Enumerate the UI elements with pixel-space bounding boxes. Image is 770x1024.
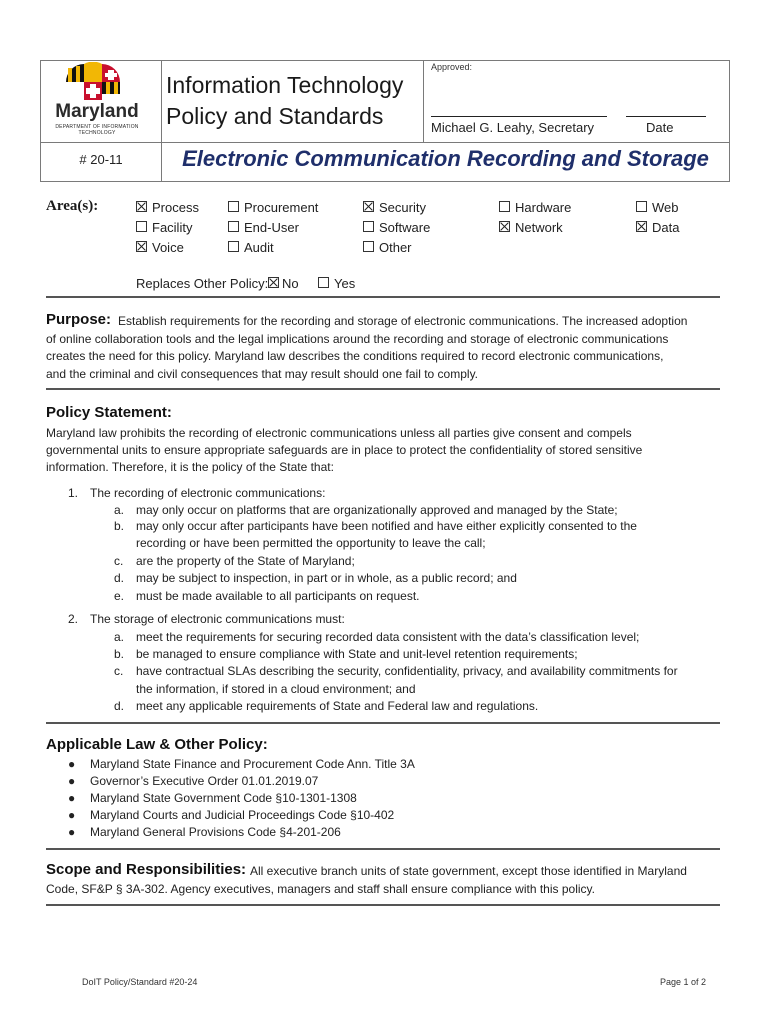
- section-divider: [46, 388, 720, 390]
- area-checkbox-data[interactable]: [636, 220, 679, 235]
- sub-list-marker: c.: [114, 554, 124, 568]
- policy-intro-line: Maryland law prohibits the recording of electronic communications unless all parties give consent and compels: [46, 426, 632, 440]
- purpose-line: Establish requirements for the recording and storage of electronic communications. The increased adoption: [118, 314, 688, 328]
- area-label: Network: [515, 220, 563, 235]
- sub-list-marker: a.: [114, 630, 125, 644]
- area-checkbox-audit[interactable]: [228, 240, 274, 255]
- bullet-icon: ●: [68, 757, 76, 771]
- area-label: Other: [379, 240, 412, 255]
- area-label: Web: [652, 200, 679, 215]
- checkbox-checked-icon: [268, 277, 279, 288]
- area-label: Data: [652, 220, 680, 235]
- law-bullet-item: Maryland State Finance and Procurement Code Ann. Title 3A: [90, 757, 415, 771]
- replaces-no-label: No: [282, 276, 299, 291]
- checkbox-checked-icon: [499, 221, 510, 232]
- area-label: Procurement: [244, 200, 319, 215]
- bullet-icon: ●: [68, 825, 76, 839]
- checkbox-empty-icon: [318, 277, 329, 288]
- checkbox-empty-icon: [228, 241, 239, 252]
- signatory-name: Michael G. Leahy, Secretary: [431, 120, 595, 135]
- replaces-yes-label: Yes: [334, 276, 356, 291]
- replaces-policy-label: Replaces Other Policy:: [136, 276, 269, 291]
- area-checkbox-software[interactable]: [363, 220, 430, 235]
- area-checkbox-voice[interactable]: [136, 240, 184, 255]
- purpose-line: creates the need for this policy. Maryland law describes the conditions required to record electronic communications,: [46, 349, 664, 363]
- law-bullet-item: Maryland State Government Code §10-1301-1308: [90, 791, 357, 805]
- area-checkbox-end-user[interactable]: [228, 220, 299, 235]
- sub-list-marker: e.: [114, 589, 125, 603]
- checkbox-empty-icon: [636, 201, 647, 212]
- area-checkbox-security[interactable]: [363, 200, 426, 215]
- scope-line: Code, SF&P § 3A-302. Agency executives, managers and staff shall ensure compliance with this policy.: [46, 882, 595, 896]
- sub-list-item: meet any applicable requirements of State and Federal law and regulations.: [136, 699, 539, 713]
- logo-department-text: DEPARTMENT OF INFORMATION TECHNOLOGY: [55, 124, 139, 136]
- signature-line: [431, 116, 607, 117]
- sub-list-item: recording or have been permitted the opportunity to leave the call;: [136, 536, 486, 550]
- checkbox-empty-icon: [228, 201, 239, 212]
- area-label: Software: [379, 220, 431, 235]
- area-checkbox-facility[interactable]: [136, 220, 192, 235]
- document-title: Electronic Communication Recording and Storage: [182, 146, 709, 171]
- area-label: Facility: [152, 220, 193, 235]
- sub-list-marker: b.: [114, 519, 125, 533]
- sub-list-item: meet the requirements for securing recorded data consistent with the data’s classification level;: [136, 630, 640, 644]
- checkbox-checked-icon: [136, 241, 147, 252]
- bullet-icon: ●: [68, 791, 76, 805]
- law-bullet-item: Maryland General Provisions Code §4-201-206: [90, 825, 341, 839]
- checkbox-checked-icon: [136, 201, 147, 212]
- area-label: End-User: [244, 220, 299, 235]
- sub-list-item: be managed to ensure compliance with State and unit-level retention requirements;: [136, 647, 578, 661]
- header-divider: [423, 60, 424, 142]
- checkbox-checked-icon: [636, 221, 647, 232]
- sub-list-item: may only occur after participants have been notified and have either explicitly consented to the: [136, 519, 637, 533]
- sub-list-item: are the property of the State of Maryland;: [136, 554, 355, 568]
- list-item: The storage of electronic communications must:: [90, 612, 345, 626]
- checkbox-empty-icon: [363, 241, 374, 252]
- checkbox-empty-icon: [499, 201, 510, 212]
- areas-label: Area(s):: [46, 198, 99, 214]
- footer-page-number: Page 1 of 2: [660, 977, 707, 987]
- law-bullet-item: Governor’s Executive Order 01.01.2019.07: [90, 774, 319, 788]
- section-divider: [46, 296, 720, 298]
- header-title-line1: Information Technology: [166, 72, 404, 98]
- area-checkbox-hardware[interactable]: [499, 200, 571, 215]
- logo-wordmark: Maryland: [55, 101, 139, 122]
- header-divider: [40, 142, 730, 143]
- sub-list-item: may only occur on platforms that are organizationally approved and managed by the State;: [136, 503, 618, 517]
- list-marker: 2.: [68, 612, 79, 626]
- purpose-line: and the criminal and civil consequences that may result should one fail to comply.: [46, 367, 479, 381]
- bullet-icon: ●: [68, 808, 76, 822]
- approved-label: Approved:: [431, 62, 473, 72]
- policy-intro-line: information. Therefore, it is the policy of the State that:: [46, 460, 334, 474]
- header-title-line2: Policy and Standards: [166, 103, 384, 129]
- checkbox-empty-icon: [363, 221, 374, 232]
- list-item: The recording of electronic communications:: [90, 486, 326, 500]
- replaces-yes-checkbox[interactable]: [318, 276, 355, 291]
- section-divider: [46, 848, 720, 850]
- purpose-heading: Purpose:: [46, 311, 112, 328]
- section-divider: [46, 722, 720, 724]
- area-checkbox-other[interactable]: [363, 240, 412, 255]
- checkbox-checked-icon: [363, 201, 374, 212]
- purpose-line: of online collaboration tools and the legal implications around the recording and storage of electronic communications: [46, 332, 669, 346]
- date-line: [626, 116, 706, 117]
- sub-list-item: must be made available to all participants on request.: [136, 589, 420, 603]
- policy-statement-heading: Policy Statement:: [46, 404, 172, 421]
- sub-list-marker: d.: [114, 571, 125, 585]
- area-checkbox-process[interactable]: [136, 200, 199, 215]
- area-label: Process: [152, 200, 199, 215]
- sub-list-item: may be subject to inspection, in part or in whole, as a public record; and: [136, 571, 517, 585]
- area-label: Security: [379, 200, 426, 215]
- sub-list-item: have contractual SLAs describing the security, confidentiality, privacy, and availability commitments for: [136, 664, 678, 678]
- law-bullet-item: Maryland Courts and Judicial Proceedings Code §10-402: [90, 808, 395, 822]
- applicable-law-heading: Applicable Law & Other Policy:: [46, 736, 268, 753]
- sub-list-marker: c.: [114, 664, 124, 678]
- policy-number: # 20-11: [79, 152, 123, 167]
- area-checkbox-web[interactable]: [636, 200, 679, 215]
- date-label: Date: [646, 120, 674, 135]
- bullet-icon: ●: [68, 774, 76, 788]
- sub-list-marker: a.: [114, 503, 125, 517]
- sub-list-marker: b.: [114, 647, 125, 661]
- checkbox-empty-icon: [228, 221, 239, 232]
- area-label: Voice: [152, 240, 184, 255]
- area-label: Audit: [244, 240, 274, 255]
- sub-list-item: the information, if stored in a cloud environment; and: [136, 682, 416, 696]
- footer-doc-id: DoIT Policy/Standard #20-24: [82, 977, 198, 987]
- scope-heading: Scope and Responsibilities:: [46, 861, 247, 878]
- checkbox-empty-icon: [136, 221, 147, 232]
- area-checkbox-procurement[interactable]: [228, 200, 318, 215]
- scope-line: All executive branch units of state government, except those identified in Maryland: [250, 864, 687, 878]
- sub-list-marker: d.: [114, 699, 125, 713]
- list-marker: 1.: [68, 486, 79, 500]
- policy-intro-line: governmental units to ensure appropriate safeguards are in place to protect the confidentiality of stored sensitive: [46, 443, 643, 457]
- area-label: Hardware: [515, 200, 572, 215]
- section-divider: [46, 904, 720, 906]
- replaces-no-checkbox[interactable]: [268, 276, 299, 291]
- area-checkbox-network[interactable]: [499, 220, 563, 235]
